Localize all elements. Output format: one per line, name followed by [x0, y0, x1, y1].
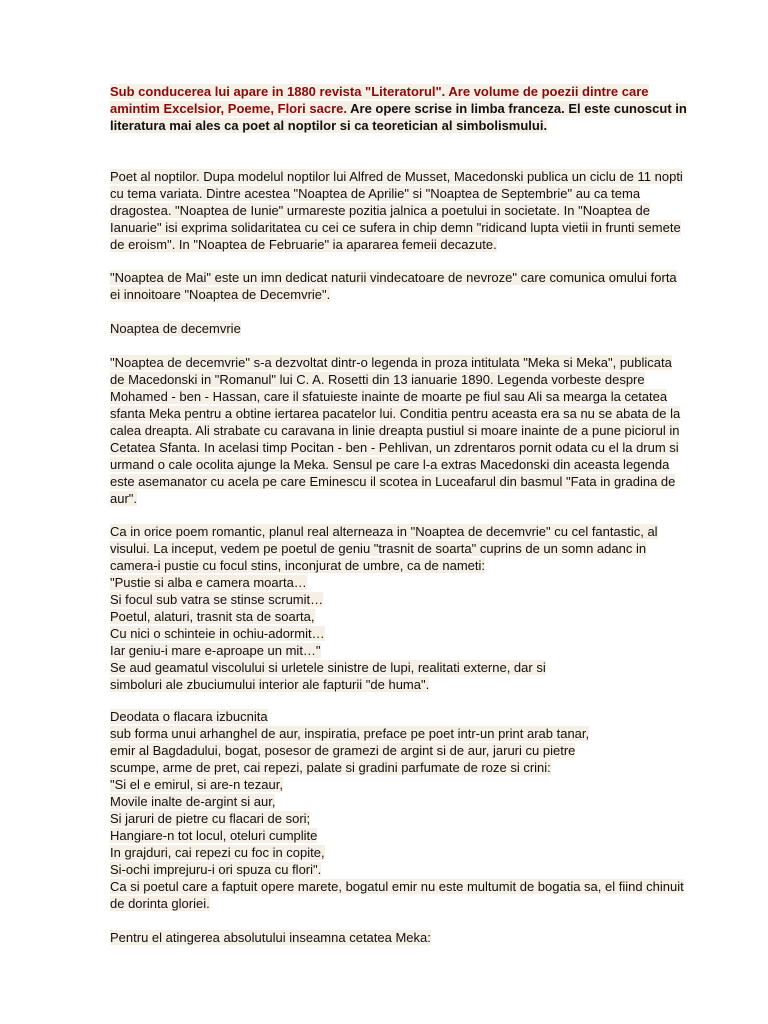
intro-dark-text: literatura mai ales ca poet al noptilor si ca teoretician al simbolismului. — [110, 118, 548, 133]
text-line: calea dreapta. Ali strabate cu caravana in linie dreapta pustiul si moare inainte de a pune piciorul in — [110, 423, 680, 438]
text-line: de dorinta gloriei. — [110, 896, 210, 911]
paragraph-may — [110, 269, 720, 303]
paragraph-legend — [110, 354, 720, 507]
text-line: cu tema variata. Dintre acestea "Noaptea de Aprilie" si "Noaptea de Septembrie" au ca tema — [110, 186, 641, 201]
paragraph-emir — [110, 708, 720, 912]
intro-dark-text: Are opere scrise in limba franceza. El este cunoscut in — [347, 101, 687, 116]
verse-line: Poetul, alaturi, trasnit sta de soarta, — [110, 609, 315, 624]
intro-paragraph — [110, 83, 720, 134]
verse-line: Si jaruri de pietre cu flacari de sori; — [110, 811, 311, 826]
verse-line: Si-ochi imprejuru-i ori spuza cu flori". — [110, 862, 322, 877]
text-line: sub forma unui arhanghel de aur, inspiratia, preface pe poet intr-un print arab tanar, — [110, 726, 590, 741]
verse-line: Si focul sub vatra se stinse scrumit… — [110, 592, 324, 607]
text-line: Ca in orice poem romantic, planul real alterneaza in "Noaptea de decemvrie" cu cel fantastic, al — [110, 524, 658, 539]
text-line: de eroism". In "Noaptea de Februarie" ia apararea femeii decazute. — [110, 237, 497, 252]
text-line: "Noaptea de decemvrie" s-a dezvoltat dintr-o legenda in proza intitulata "Meka si Meka", publicata — [110, 355, 672, 370]
verse-line: "Si el e emirul, si are-n tezaur, — [110, 777, 283, 792]
text-line: Deodata o flacara izbucnita — [110, 709, 268, 724]
intro-red-text: Sub conducerea lui apare in 1880 revista "Literatorul". Are volume de poezii dintre care — [110, 84, 649, 99]
text-line: emir al Bagdadului, bogat, posesor de gramezi de argint si de aur, jaruri cu pietre — [110, 743, 576, 758]
text-line: "Noaptea de Mai" este un imn dedicat naturii vindecatoare de nevroze" care comunica omului forta — [110, 270, 677, 285]
text-line: Se aud geamatul viscolului si urletele sinistre de lupi, realitati externe, dar si — [110, 660, 546, 675]
text-line: ei innoitoare "Noaptea de Decemvrie". — [110, 287, 331, 302]
text-line: este asemanator cu acela pe care Eminescu il scotea in Luceafarul din basmul "Fata in gradina de — [110, 474, 676, 489]
text-line: de Macedonski in "Romanul" lui C. A. Rosetti din 13 ianuarie 1890. Legenda vorbeste despre — [110, 372, 645, 387]
text-line: Ca si poetul care a faptuit opere marete, bogatul emir nu este multumit de bogatia sa, el fiind chinuit — [110, 879, 684, 894]
text-line: camera-i pustie cu focul stins, inconjurat de umbre, ca de nameti: — [110, 558, 486, 573]
text-line: scumpe, arme de pret, cai repezi, palate si gradini parfumate de roze si crini: — [110, 760, 551, 775]
text-line: sfanta Meka pentru a obtine iertarea pacatelor lui. Conditia pentru aceasta era sa nu se abata de la — [110, 406, 681, 421]
verse-line: "Pustie si alba e camera moarta… — [110, 575, 307, 590]
text-line: Cetatea Sfanta. In acelasi timp Pocitan - ben - Pehlivan, un zdrentaros pornit odata cu el la drum si — [110, 440, 679, 455]
text-line: dragostea. "Noaptea de Iunie" urmareste pozitia jalnica a poetului in societate. In "Noaptea de — [110, 203, 650, 218]
text-line: simboluri ale zbuciumului interior ale fapturii "de huma". — [110, 677, 430, 692]
verse-line: Cu nici o schinteie in ochiu-adormit… — [110, 626, 325, 641]
verse-line: In grajduri, cai repezi cu foc in copite, — [110, 845, 325, 860]
paragraph-romantic — [110, 523, 720, 693]
verse-line: Iar geniu-i mare e-aproape un mit…" — [110, 643, 321, 658]
section-heading — [110, 320, 720, 337]
paragraph-nights — [110, 168, 720, 253]
intro-red-text: amintim Excelsior, Poeme, Flori sacre. — [110, 101, 347, 116]
intro-line — [110, 117, 720, 134]
paragraph-absolute — [110, 929, 720, 946]
text-line: urmand o cale ocolita ajunge la Meka. Sensul pe care l-a extras Macedonski din aceasta legenda — [110, 457, 670, 472]
text-line: Pentru el atingerea absolutului inseamna cetatea Meka: — [110, 930, 431, 945]
verse-line: Hangiare-n tot locul, oteluri cumplite — [110, 828, 318, 843]
intro-line — [110, 100, 720, 117]
intro-line — [110, 83, 720, 100]
text-line: Mohamed - ben - Hassan, care il sfatuieste inainte de moarte pe fiul sau Ali sa mearga la cetatea — [110, 389, 668, 404]
text-line: Poet al noptilor. Dupa modelul noptilor lui Alfred de Musset, Macedonski publica un ciclu de 11 nopti — [110, 169, 683, 184]
verse-line: Movile inalte de-argint si aur, — [110, 794, 276, 809]
text-line: Ianuarie" isi exprima solidaritatea cu cei ce sufera in chip demn "ridicand lupta vietii in frunti semete — [110, 220, 681, 235]
heading-text: Noaptea de decemvrie — [110, 321, 241, 336]
text-line: aur". — [110, 491, 138, 506]
text-line: visului. La inceput, vedem pe poetul de geniu "trasnit de soarta" cuprins de un somn adanc in — [110, 541, 647, 556]
